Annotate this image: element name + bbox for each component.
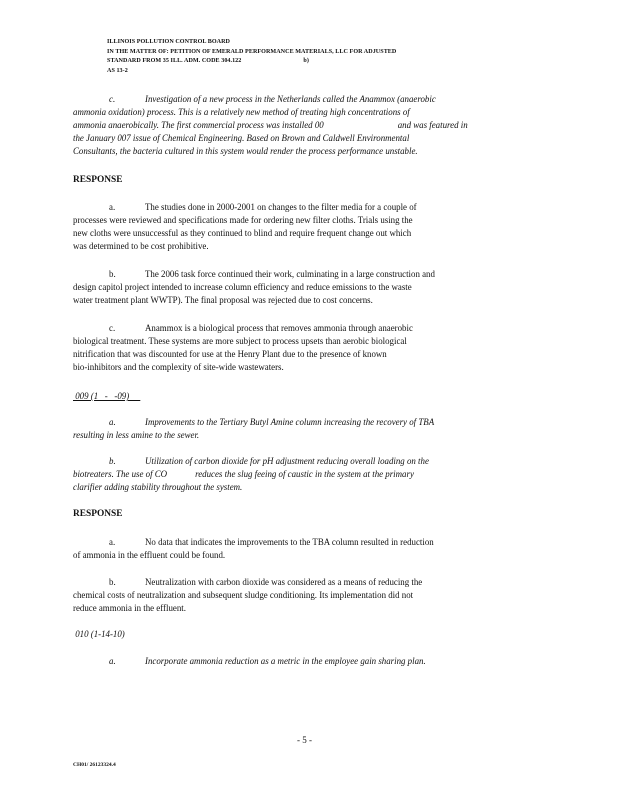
section-010-title: 010 (1-14-10) xyxy=(73,629,125,639)
document-header xyxy=(107,38,396,76)
section-010-a-paragraph: a. Incorporate ammonia reduction as a metric in the employee gain sharing plan. xyxy=(109,656,426,666)
section-009-a-paragraph: a. Improvements to the Tertiary Butyl Amine column increasing the recovery of TBA resulting in less amine to the sewer. xyxy=(73,417,435,440)
response2-b-paragraph: b. Neutralization with carbon dioxide was considered as a means of reducing the chemical costs of neutralization and subsequent sludge conditioning. Its implementation did not reduce ammonia in the effluent. xyxy=(73,577,423,613)
response-heading-2: RESPONSE xyxy=(73,509,123,519)
header-line-1: ILLINOIS POLLUTION CONTROL BOARD xyxy=(107,39,230,45)
response1-c-paragraph: c. Anammox is a biological process that removes ammonia through anaerobic biological treatment. These systems are more subject to process upsets than aerobic biological nitrification that was discounted for use at the Henry Plant due to the presence of known bio-inhibitors and the complexity of site-wide wastewaters. xyxy=(73,323,413,372)
header-line-3: STANDARD FROM 35 ILL. ADM. CODE 304.122 b) xyxy=(107,58,309,65)
response-heading-1: RESPONSE xyxy=(73,175,123,185)
response2-a-paragraph: a. No data that indicates the improvements to the TBA column resulted in reduction of ammonia in the effluent could be found. xyxy=(73,537,434,560)
response1-b-paragraph: b. The 2006 task force continued their work, culminating in a large construction and design capitol project intended to increase column efficiency and reduce emissions to the waste water treatment plant WWTP). The final proposal was rejected due to cost concerns. xyxy=(73,269,435,305)
response1-a-label: a. xyxy=(109,202,116,212)
item-c-label: c. xyxy=(109,94,116,104)
header-line-4: AS 13-2 xyxy=(107,67,128,74)
response1-a-paragraph: a. The studies done in 2000-2001 on changes to the filter media for a couple of processes were reviewed and specifications made for ordering new filter cloths. Trials using the new cloths were unsuccessful as they continued to blind and require frequent change out which was determined to be cost prohibitive. xyxy=(73,202,417,251)
section-009-title: 009 (1 - -09) xyxy=(73,391,141,401)
section-009-b-paragraph: b. Utilization of carbon dioxide for pH adjustment reducing overall loading on the biotreaters. The use of CO reduces the slug feeing of caustic in the system at the primary clarifier adding stability throughout the system. xyxy=(73,456,429,492)
header-line-3-b: b) xyxy=(303,58,309,65)
response2-b-label: b. xyxy=(109,577,116,587)
section-009-b-label: b. xyxy=(109,456,116,466)
section-010-a-label: a. xyxy=(109,656,116,666)
header-line-2: IN THE MATTER OF: PETITION OF EMERALD PERFORMANCE MATERIALS, LLC FOR ADJUSTED xyxy=(107,48,397,55)
document-footer-id: CH01/ 26123324.4 xyxy=(73,762,116,768)
section-009-a-label: a. xyxy=(109,417,116,427)
item-c-paragraph: c. Investigation of a new process in the Netherlands called the Anammox (anaerobic ammonia oxidation) process. This is a relatively new method of treating high concentrations of ammonia anaerobically. The first commercial process was installed 00 and was featured in the January 007 issue of Chemical Engineering. Based on Brown and Caldwell Environmental Consultants, the bacteria cultured in this system would render the process performance unstable. xyxy=(73,94,468,156)
response1-b-label: b. xyxy=(109,269,116,279)
response2-a-label: a. xyxy=(109,537,116,547)
page-number: - 5 - xyxy=(297,735,312,745)
response1-c-label: c. xyxy=(109,323,116,333)
